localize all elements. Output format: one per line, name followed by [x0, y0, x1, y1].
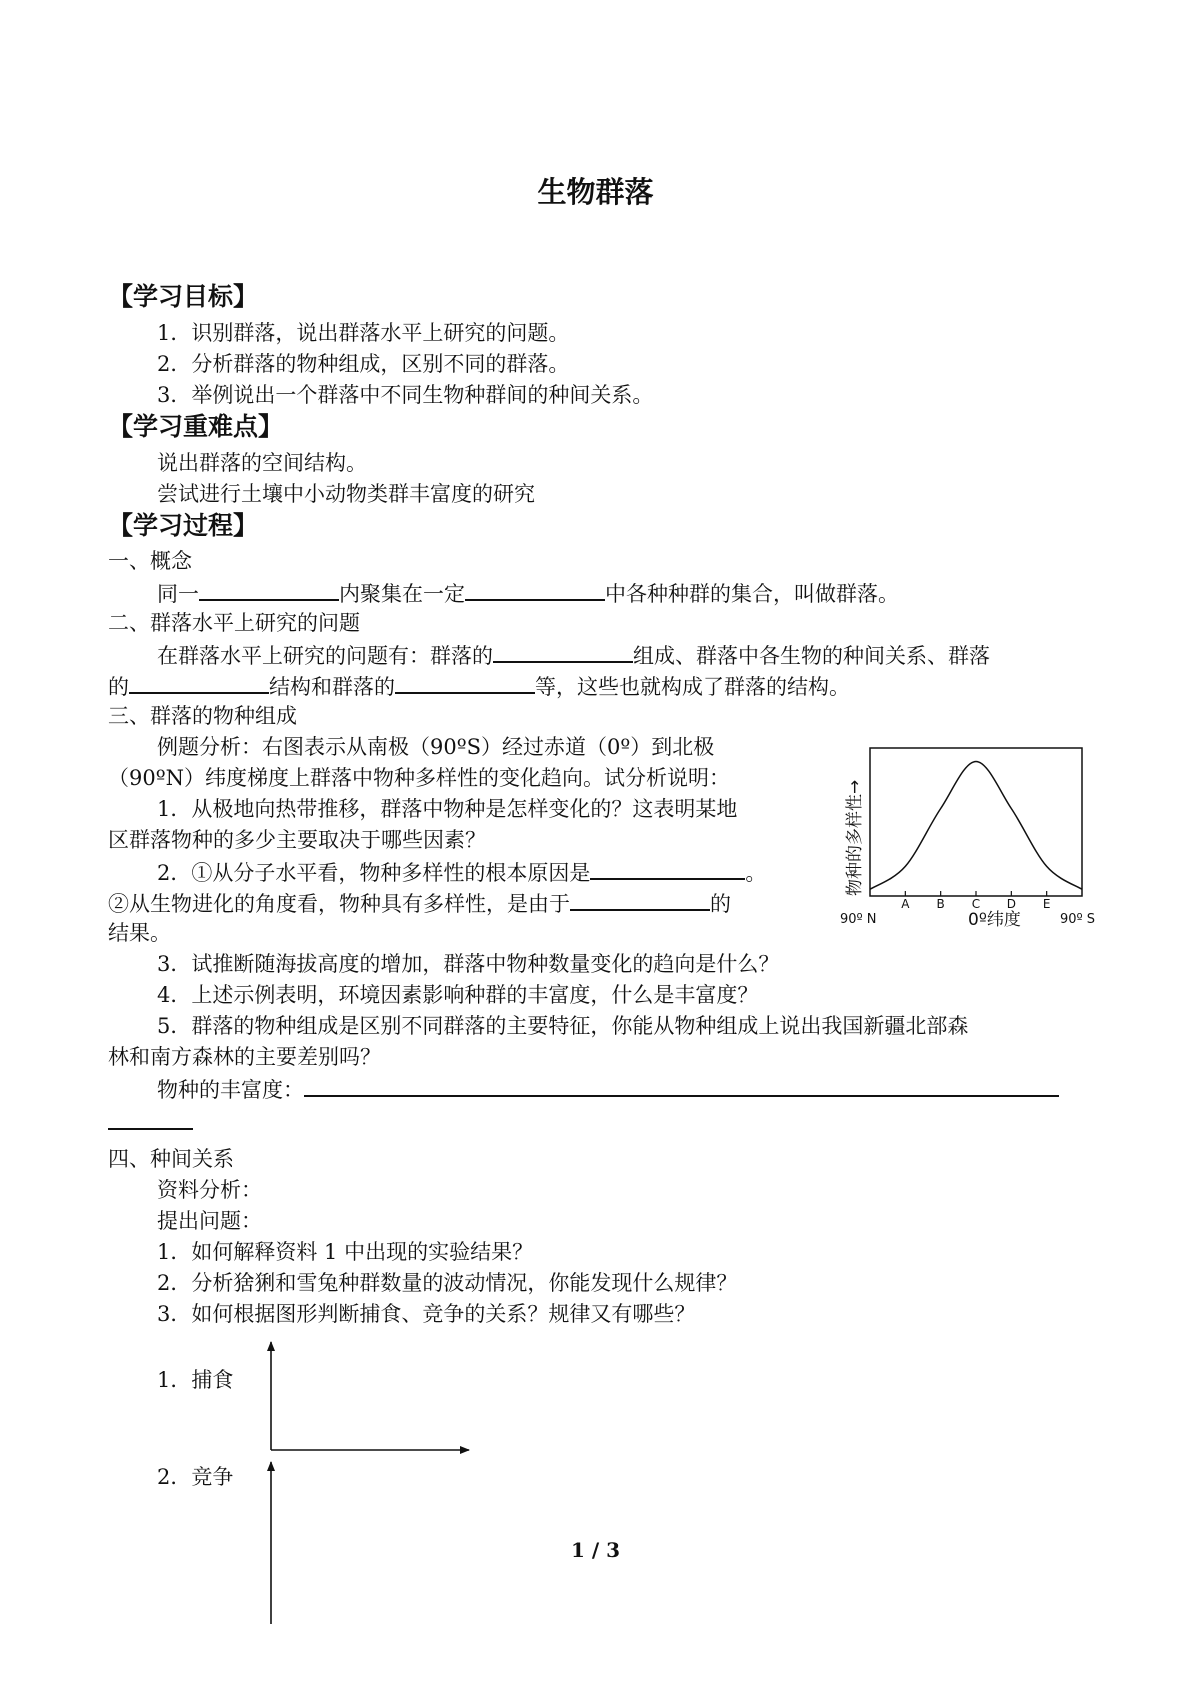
- text-segment: 同一: [157, 582, 199, 606]
- fill-blank[interactable]: [493, 639, 633, 663]
- x-tick-label: B: [936, 897, 945, 911]
- question-text: 3．如何根据图形判断捕食、竞争的关系？规律又有哪些？: [157, 1302, 696, 1326]
- section-heading: 二、群落水平上研究的问题: [108, 611, 360, 635]
- goal-item: 3．举例说出一个群落中不同生物种群间的种间关系。: [157, 383, 654, 407]
- text-segment: 。: [745, 861, 767, 885]
- material-text: 资料分析：: [157, 1178, 262, 1202]
- richness-line: [157, 1073, 1059, 1105]
- fill-blank[interactable]: [304, 1073, 1059, 1097]
- graph-label-competition: 2．竞争: [157, 1465, 234, 1489]
- question-text: [108, 887, 731, 919]
- text-segment: 组成、群落中各生物的种间关系、群落: [633, 644, 990, 668]
- fill-blank[interactable]: [199, 577, 339, 601]
- chart-frame: [870, 748, 1082, 896]
- diversity-curve: [870, 762, 1082, 890]
- key-point-item: 说出群落的空间结构。: [157, 451, 367, 475]
- question-text: 5．群落的物种组成是区别不同群落的主要特征，你能从物种组成上说出我国新疆北部森: [157, 1014, 969, 1038]
- process-header: 【学习过程】: [108, 511, 259, 540]
- section-heading: 四、种间关系: [108, 1147, 234, 1171]
- fill-blank[interactable]: [108, 1128, 193, 1130]
- key-point-item: 尝试进行土壤中小动物类群丰富度的研究: [157, 482, 535, 506]
- goal-item: 1．识别群落，说出群落水平上研究的问题。: [157, 321, 570, 345]
- fill-blank[interactable]: [395, 670, 535, 694]
- text-segment: 的: [108, 675, 129, 699]
- x-tick-label: A: [901, 897, 910, 911]
- question-text: 3．试推断随海拔高度的增加，群落中物种数量变化的趋向是什么？: [157, 952, 780, 976]
- text-segment: 的: [710, 892, 731, 916]
- fill-blank[interactable]: [465, 577, 605, 601]
- text-segment: 2．①从分子水平看，物种多样性的根本原因是: [157, 861, 591, 885]
- goal-item: 2．分析群落的物种组成，区别不同的群落。: [157, 352, 570, 376]
- x-left-label: 90º N: [840, 912, 877, 927]
- example-text: （90ºN）纬度梯度上群落中物种多样性的变化趋向。试分析说明：: [108, 766, 730, 790]
- fill-blank[interactable]: [590, 856, 745, 880]
- concept-line: [157, 577, 899, 609]
- text-segment: 物种的丰富度：: [157, 1078, 304, 1102]
- goals-header: 【学习目标】: [108, 282, 259, 311]
- text-segment: 等，这些也就构成了群落的结构。: [535, 675, 850, 699]
- key-points-header: 【学习重难点】: [108, 412, 284, 441]
- x-tick-label: C: [971, 897, 981, 911]
- graph-label-predation: 1．捕食: [157, 1368, 234, 1392]
- fill-blank[interactable]: [129, 670, 269, 694]
- blank-axes: [255, 1340, 475, 1630]
- question-text: 1．如何解释资料 1 中出现的实验结果？: [157, 1240, 534, 1264]
- y-axis-label: 物种的多样性→: [845, 779, 865, 896]
- question-text: [157, 856, 766, 888]
- page-title: 生物群落: [537, 175, 654, 209]
- text-segment: ②从生物进化的角度看，物种具有多样性，是由于: [108, 892, 570, 916]
- text-segment: 在群落水平上研究的问题有：群落的: [157, 644, 493, 668]
- fill-blank[interactable]: [570, 887, 710, 911]
- question-text: 4．上述示例表明，环境因素影响种群的丰富度，什么是丰富度？: [157, 983, 759, 1007]
- x-right-label: 90º S: [1060, 912, 1096, 927]
- question-text: 区群落物种的多少主要取决于哪些因素？: [108, 828, 486, 852]
- x-axis-label: 0º纬度: [968, 910, 1021, 928]
- diversity-chart: [840, 738, 1100, 928]
- example-text: 例题分析：右图表示从南极（90ºS）经过赤道（0º）到北极: [157, 735, 715, 759]
- section-heading: 一、概念: [108, 549, 192, 573]
- section-heading: 三、群落的物种组成: [108, 704, 297, 728]
- material-text: 提出问题：: [157, 1209, 262, 1233]
- text-segment: 内聚集在一定: [339, 582, 465, 606]
- page-number: 1 / 3: [570, 1538, 621, 1562]
- x-tick-label: D: [1006, 897, 1016, 911]
- community-line: [157, 639, 990, 671]
- question-text: 林和南方森林的主要差别吗？: [108, 1045, 381, 1069]
- question-text: 2．分析猞猁和雪兔种群数量的波动情况，你能发现什么规律？: [157, 1271, 738, 1295]
- text-segment: 结构和群落的: [269, 675, 395, 699]
- x-tick-label: E: [1042, 897, 1051, 911]
- question-text: 结果。: [108, 921, 171, 945]
- community-line: [108, 670, 850, 702]
- question-text: 1．从极地向热带推移，群落中物种是怎样变化的？这表明某地: [157, 797, 738, 821]
- text-segment: 中各种种群的集合，叫做群落。: [605, 582, 899, 606]
